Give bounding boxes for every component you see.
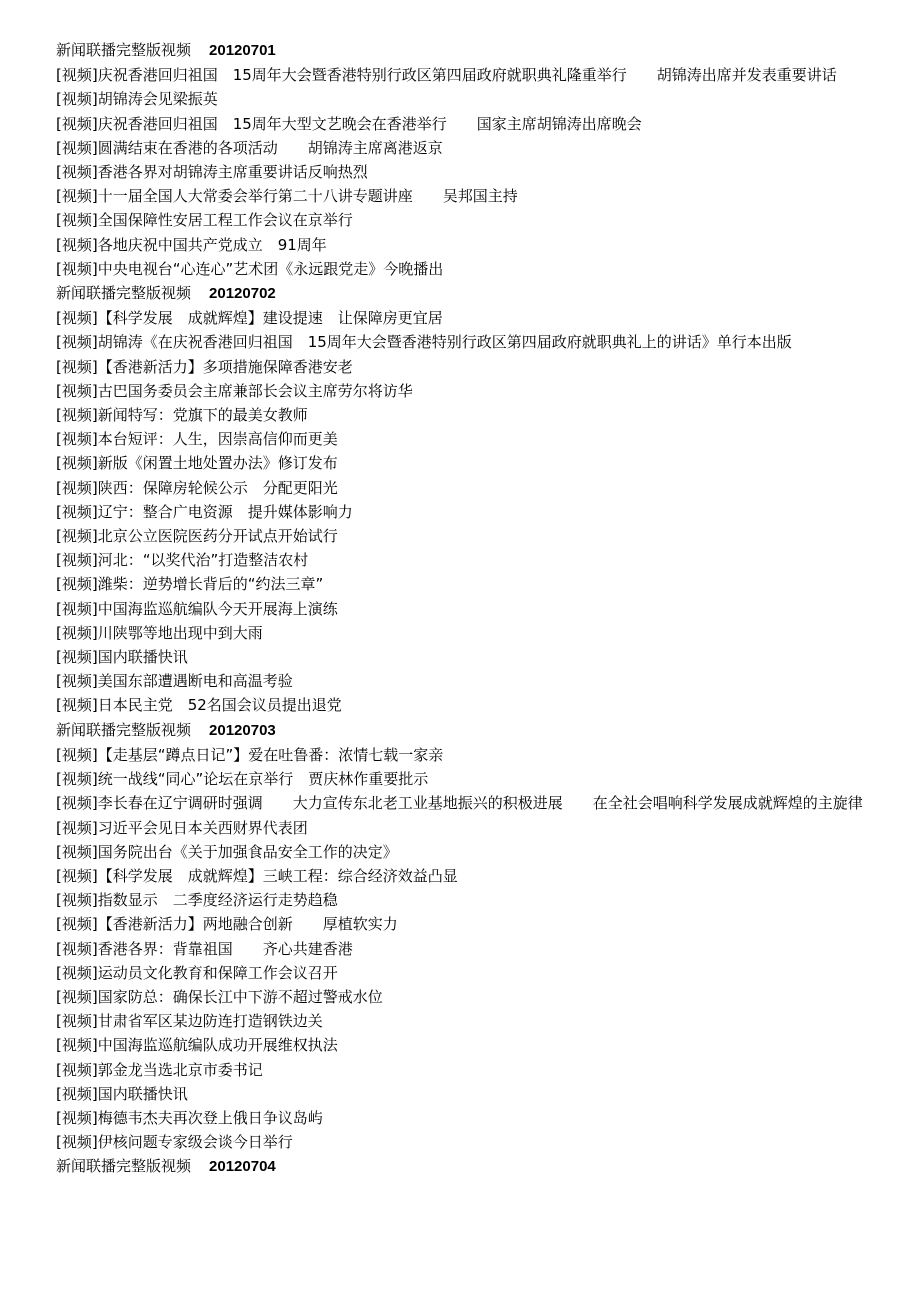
section-20120704 xyxy=(56,1154,866,1179)
list-item: [视频]郭金龙当选北京市委书记 xyxy=(56,1060,263,1079)
list-item: [视频]【科学发展 成就辉煌】建设提速 让保障房更宜居 xyxy=(56,309,443,328)
section-title: 新闻联播完整版视频 xyxy=(56,41,192,59)
section-20120702 xyxy=(56,281,866,718)
list-item: [视频]胡锦涛《在庆祝香港回归祖国 15周年大会暨香港特别行政区第四届政府就职典礼上的讲话》单行本出版 xyxy=(56,333,792,352)
list-item: [视频]陕西：保障房轮候公示 分配更阳光 xyxy=(56,478,338,497)
list-item: [视频]伊核问题专家级会谈今日举行 xyxy=(56,1133,293,1152)
list-item: [视频]胡锦涛会见梁振英 xyxy=(56,90,218,109)
list-item: [视频]北京公立医院医药分开试点开始试行 xyxy=(56,527,338,546)
list-item: [视频]【走基层“蹲点日记”】爱在吐鲁番：浓情七载一家亲 xyxy=(56,745,444,764)
list-item: [视频]指数显示 二季度经济运行走势趋稳 xyxy=(56,891,338,910)
list-item: [视频]甘肃省军区某边防连打造钢铁边关 xyxy=(56,1012,323,1031)
section-date: 20120703 xyxy=(209,721,276,739)
list-item: [视频]潍柴：逆势增长背后的“约法三章” xyxy=(56,575,324,594)
section-title: 新闻联播完整版视频 xyxy=(56,1157,192,1176)
list-item: [视频]本台短评：人生，因崇高信仰而更美 xyxy=(56,430,338,449)
list-item: [视频]运动员文化教育和保障工作会议召开 xyxy=(56,963,338,982)
list-item: [视频]河北：“以奖代治”打造整洁农村 xyxy=(56,551,309,570)
list-item: [视频]日本民主党 52名国会议员提出退党 xyxy=(56,696,342,715)
list-item: [视频]美国东部遭遇断电和高温考验 xyxy=(56,672,293,691)
section-date: 20120704 xyxy=(209,1158,276,1176)
list-item: [视频]梅德韦杰夫再次登上俄日争议岛屿 xyxy=(56,1108,323,1127)
list-item: [视频]统一战线“同心”论坛在京举行 贾庆林作重要批示 xyxy=(56,770,429,789)
list-item: [视频]中央电视台“心连心”艺术团《永远跟党走》今晚播出 xyxy=(56,259,444,278)
list-item: [视频]十一届全国人大常委会举行第二十八讲专题讲座 吴邦国主持 xyxy=(56,187,518,206)
section-title: 新闻联播完整版视频 xyxy=(56,284,192,303)
list-item: [视频]国家防总：确保长江中下游不超过警戒水位 xyxy=(56,987,383,1006)
list-item: [视频]香港各界对胡锦涛主席重要讲话反响热烈 xyxy=(56,163,368,182)
section-20120701 xyxy=(56,38,866,281)
list-item: [视频]中国海监巡航编队成功开展维权执法 xyxy=(56,1036,338,1055)
section-heading xyxy=(56,718,866,743)
section-date: 20120702 xyxy=(209,285,276,303)
list-item: [视频]中国海监巡航编队今天开展海上演练 xyxy=(56,599,338,618)
list-item: [视频]国务院出台《关于加强食品安全工作的决定》 xyxy=(56,842,398,861)
list-item: [视频]庆祝香港回归祖国 15周年大型文艺晚会在香港举行 国家主席胡锦涛出席晚会 xyxy=(56,114,642,133)
list-item: [视频]国内联播快讯 xyxy=(56,1084,188,1103)
list-item: [视频]香港各界：背靠祖国 齐心共建香港 xyxy=(56,939,353,958)
section-date: 20120701 xyxy=(209,42,276,59)
list-item: [视频]川陕鄂等地出现中到大雨 xyxy=(56,623,263,642)
list-item: [视频]庆祝香港回归祖国 15周年大会暨香港特别行政区第四届政府就职典礼隆重举行 胡锦涛出席并发表重要讲话 xyxy=(56,66,837,85)
list-item: [视频]新闻特写：党旗下的最美女教师 xyxy=(56,406,308,425)
list-item: [视频]辽宁：整合广电资源 提升媒体影响力 xyxy=(56,502,353,521)
list-item: [视频]圆满结束在香港的各项活动 胡锦涛主席离港返京 xyxy=(56,138,443,157)
section-title: 新闻联播完整版视频 xyxy=(56,720,192,739)
list-item: [视频]古巴国务委员会主席兼部长会议主席劳尔将访华 xyxy=(56,381,413,400)
section-heading xyxy=(56,1154,866,1179)
section-heading xyxy=(56,281,866,306)
list-item: [视频]各地庆祝中国共产党成立 91周年 xyxy=(56,235,327,254)
list-item: [视频]【科学发展 成就辉煌】三峡工程：综合经济效益凸显 xyxy=(56,866,458,885)
section-20120703 xyxy=(56,718,866,1155)
list-item: [视频]李长春在辽宁调研时强调 大力宣传东北老工业基地振兴的积极进展 在全社会唱响科学发展成就辉煌的主旋律 xyxy=(56,794,863,813)
section-heading xyxy=(56,38,866,63)
document-body xyxy=(56,38,866,1180)
list-item: [视频]新版《闲置土地处置办法》修订发布 xyxy=(56,454,338,473)
list-item: [视频]【香港新活力】两地融合创新 厚植软实力 xyxy=(56,915,398,934)
list-item: [视频]习近平会见日本关西财界代表团 xyxy=(56,818,308,837)
list-item: [视频]国内联播快讯 xyxy=(56,648,188,667)
list-item: [视频]全国保障性安居工程工作会议在京举行 xyxy=(56,211,353,230)
list-item: [视频]【香港新活力】多项措施保障香港安老 xyxy=(56,357,353,376)
